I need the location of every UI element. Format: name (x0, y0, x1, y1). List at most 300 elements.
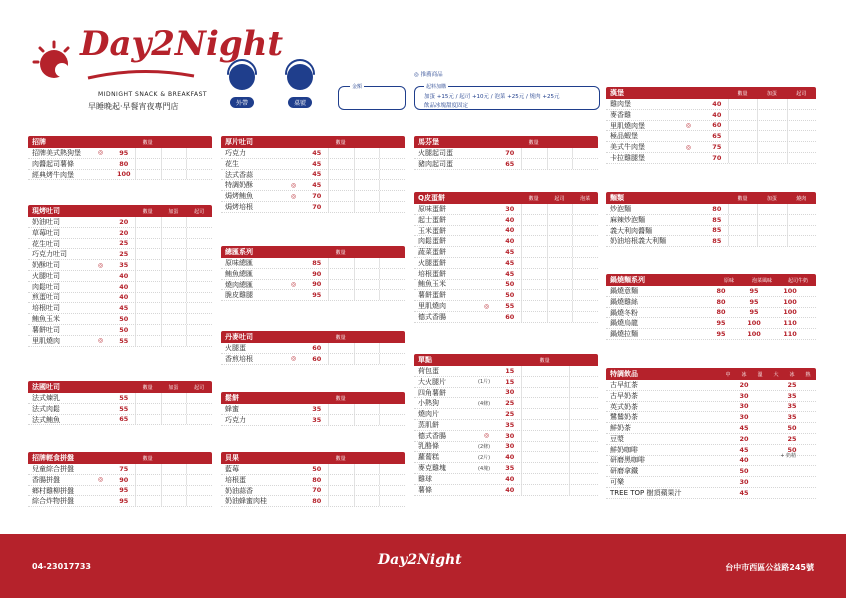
menu-item-row[interactable] (606, 412, 816, 423)
order-cell-cheese[interactable] (787, 142, 816, 152)
order-cell-qty[interactable] (521, 474, 569, 484)
order-cell-qty[interactable] (728, 142, 757, 152)
order-cell-blank[interactable] (354, 280, 380, 290)
order-cell-egg[interactable] (161, 293, 187, 303)
order-cell-qty[interactable] (135, 415, 161, 425)
menu-item-row[interactable] (28, 228, 212, 239)
order-cell-cheese[interactable] (547, 312, 573, 322)
menu-item-row[interactable] (221, 202, 405, 213)
order-cell-blank[interactable] (186, 170, 212, 180)
order-cell-qty[interactable] (521, 388, 569, 398)
order-cell-cheese[interactable] (547, 215, 573, 225)
order-cell-cheese[interactable] (787, 153, 816, 163)
menu-item-row[interactable] (414, 215, 598, 226)
menu-item-row[interactable] (414, 366, 598, 377)
order-cell-egg[interactable] (757, 131, 786, 141)
menu-item-row[interactable] (606, 121, 816, 132)
order-cell-blank[interactable] (161, 475, 187, 485)
menu-item-row[interactable] (28, 170, 212, 181)
order-cell-blank[interactable] (354, 354, 380, 364)
order-cell-blank[interactable] (354, 180, 380, 190)
order-cell-kimchi[interactable] (572, 312, 598, 322)
order-cell-qty[interactable] (521, 452, 569, 462)
order-cell-egg[interactable] (757, 153, 786, 163)
order-cell-cheese[interactable] (186, 336, 212, 346)
order-cell-qty[interactable] (135, 249, 161, 259)
order-cell-qty[interactable] (328, 290, 354, 300)
menu-item-row[interactable] (28, 217, 212, 228)
menu-item-row[interactable] (606, 329, 816, 340)
order-cell-blank[interactable] (379, 180, 405, 190)
order-cell-qty[interactable] (521, 398, 569, 408)
order-cell-qty[interactable] (135, 475, 161, 485)
menu-item-row[interactable] (28, 325, 212, 336)
order-cell-qty[interactable] (521, 442, 569, 452)
order-cell-cheese[interactable] (186, 239, 212, 249)
order-cell-egg[interactable] (161, 393, 187, 403)
order-cell-qty[interactable] (135, 486, 161, 496)
order-cell-egg[interactable] (161, 217, 187, 227)
order-cell-cheese[interactable] (186, 249, 212, 259)
menu-item-row[interactable] (606, 434, 816, 445)
order-cell-qty[interactable] (728, 215, 757, 225)
order-cell-qty[interactable] (728, 121, 757, 131)
order-cell-cheese[interactable] (186, 260, 212, 270)
order-cell-blank[interactable] (379, 343, 405, 353)
menu-item-row[interactable] (606, 466, 816, 477)
order-cell-blank[interactable] (354, 191, 380, 201)
menu-item-row[interactable] (606, 142, 816, 153)
menu-item-row[interactable] (606, 402, 816, 413)
order-cell-blank[interactable] (379, 464, 405, 474)
order-cell-blank[interactable] (354, 475, 380, 485)
order-cell-blank[interactable] (379, 486, 405, 496)
menu-item-row[interactable] (414, 442, 598, 453)
menu-item-row[interactable] (606, 308, 816, 319)
menu-item-row[interactable] (414, 431, 598, 442)
order-cell-blank[interactable] (354, 290, 380, 300)
menu-item-row[interactable] (606, 110, 816, 121)
order-cell-blank[interactable] (379, 290, 405, 300)
order-cell-cheese[interactable] (547, 280, 573, 290)
order-cell-blank[interactable] (379, 280, 405, 290)
order-cell-qty[interactable] (521, 301, 547, 311)
order-cell-qty[interactable] (135, 217, 161, 227)
menu-item-row[interactable] (606, 99, 816, 110)
order-cell-blank[interactable] (379, 202, 405, 212)
order-cell-cheese[interactable] (186, 404, 212, 414)
order-cell-cheese[interactable] (787, 121, 816, 131)
order-cell-kimchi[interactable] (572, 290, 598, 300)
order-cell-qty[interactable] (328, 496, 354, 506)
order-cell-kimchi[interactable] (572, 236, 598, 246)
order-cell-cheese[interactable] (547, 258, 573, 268)
order-cell-blank[interactable] (379, 170, 405, 180)
order-cell-kimchi[interactable] (572, 301, 598, 311)
order-cell-qty[interactable] (521, 377, 569, 387)
order-cell-qty[interactable] (728, 131, 757, 141)
menu-item-row[interactable] (414, 247, 598, 258)
menu-item-row[interactable] (414, 236, 598, 247)
order-cell-blank[interactable] (354, 202, 380, 212)
order-cell-kimchi[interactable] (572, 269, 598, 279)
order-cell-qty[interactable] (728, 153, 757, 163)
menu-item-row[interactable] (414, 388, 598, 399)
order-cell-blank[interactable] (354, 343, 380, 353)
menu-item-row[interactable] (414, 463, 598, 474)
order-cell-kimchi[interactable] (572, 280, 598, 290)
order-cell-cheese[interactable] (186, 228, 212, 238)
order-cell-blank[interactable] (569, 452, 598, 462)
order-cell-blank[interactable] (569, 463, 598, 473)
menu-item-row[interactable] (221, 290, 405, 301)
order-cell-egg[interactable] (757, 215, 786, 225)
menu-item-row[interactable] (414, 269, 598, 280)
order-cell-cheese[interactable] (547, 247, 573, 257)
order-cell-blank[interactable] (161, 486, 187, 496)
menu-item-row[interactable] (28, 415, 212, 426)
menu-item-row[interactable] (28, 475, 212, 486)
order-cell-blank[interactable] (354, 496, 380, 506)
menu-item-row[interactable] (606, 286, 816, 297)
menu-item-row[interactable] (221, 148, 405, 159)
order-cell-cheese[interactable] (186, 282, 212, 292)
order-cell-cheese[interactable] (186, 293, 212, 303)
order-cell-blank[interactable] (569, 366, 598, 376)
menu-item-row[interactable] (414, 485, 598, 496)
order-cell-qty[interactable] (135, 293, 161, 303)
menu-item-row[interactable] (28, 404, 212, 415)
order-cell-qty[interactable] (135, 271, 161, 281)
menu-item-row[interactable] (28, 293, 212, 304)
order-cell-blank[interactable] (379, 404, 405, 414)
order-cell-blank[interactable] (186, 148, 212, 158)
menu-item-row[interactable] (606, 488, 816, 499)
order-cell-qty[interactable] (135, 393, 161, 403)
order-cell-qty[interactable] (135, 239, 161, 249)
order-cell-blank[interactable] (186, 475, 212, 485)
order-cell-blank[interactable] (161, 170, 187, 180)
menu-item-row[interactable] (28, 148, 212, 159)
order-cell-qty[interactable] (328, 475, 354, 485)
menu-item-row[interactable] (221, 258, 405, 269)
order-cell-blank[interactable] (379, 159, 405, 169)
order-cell-qty[interactable] (135, 325, 161, 335)
order-cell-qty[interactable] (328, 280, 354, 290)
order-cell-egg[interactable] (161, 303, 187, 313)
order-cell-qty[interactable] (728, 204, 757, 214)
order-cell-blank[interactable] (354, 486, 380, 496)
order-cell-qty[interactable] (521, 290, 547, 300)
order-cell-egg[interactable] (757, 204, 786, 214)
order-cell-qty[interactable] (135, 260, 161, 270)
menu-item-row[interactable] (28, 393, 212, 404)
order-cell-egg[interactable] (161, 325, 187, 335)
menu-item-row[interactable] (414, 159, 598, 170)
order-cell-qty[interactable] (135, 496, 161, 506)
order-cell-qty[interactable] (328, 354, 354, 364)
order-cell-bbq[interactable] (787, 226, 816, 236)
order-cell-qty[interactable] (135, 159, 161, 169)
order-cell-blank[interactable] (379, 475, 405, 485)
order-cell-kimchi[interactable] (572, 258, 598, 268)
order-cell-blank[interactable] (161, 496, 187, 506)
menu-item-row[interactable] (221, 180, 405, 191)
order-cell-egg[interactable] (161, 314, 187, 324)
order-cell-blank[interactable] (569, 442, 598, 452)
order-cell-qty[interactable] (521, 258, 547, 268)
order-cell-blank[interactable] (569, 485, 598, 495)
order-cell-blank[interactable] (354, 464, 380, 474)
menu-item-row[interactable] (606, 297, 816, 308)
order-cell-qty[interactable] (521, 420, 569, 430)
order-cell-blank[interactable] (354, 258, 380, 268)
menu-item-row[interactable] (414, 312, 598, 323)
order-cell-blank[interactable] (379, 148, 405, 158)
menu-item-row[interactable] (606, 318, 816, 329)
menu-item-row[interactable] (606, 131, 816, 142)
order-cell-cheese[interactable] (547, 204, 573, 214)
menu-item-row[interactable] (414, 301, 598, 312)
order-cell-blank[interactable] (569, 409, 598, 419)
order-cell-blank[interactable] (379, 496, 405, 506)
order-cell-qty[interactable] (521, 366, 569, 376)
order-cell-blank[interactable] (186, 159, 212, 169)
menu-item-row[interactable] (28, 249, 212, 260)
order-cell-qty[interactable] (521, 269, 547, 279)
order-cell-egg[interactable] (161, 282, 187, 292)
order-cell-blank[interactable] (569, 431, 598, 441)
order-cell-egg[interactable] (757, 110, 786, 120)
order-cell-kimchi[interactable] (572, 204, 598, 214)
menu-item-row[interactable] (221, 269, 405, 280)
order-cell-blank[interactable] (379, 191, 405, 201)
order-cell-qty[interactable] (521, 226, 547, 236)
order-cell-qty[interactable] (521, 247, 547, 257)
menu-item-row[interactable] (28, 336, 212, 347)
order-cell-egg[interactable] (161, 228, 187, 238)
order-cell-blank[interactable] (354, 148, 380, 158)
order-cell-qty[interactable] (728, 99, 757, 109)
order-cell-cheese[interactable] (186, 271, 212, 281)
order-cell-bbq[interactable] (787, 204, 816, 214)
order-cell-blank[interactable] (547, 159, 573, 169)
order-cell-qty[interactable] (328, 269, 354, 279)
order-cell-egg[interactable] (757, 236, 786, 246)
order-cell-qty[interactable] (521, 485, 569, 495)
order-cell-qty[interactable] (328, 159, 354, 169)
order-cell-egg[interactable] (757, 226, 786, 236)
order-cell-qty[interactable] (521, 312, 547, 322)
order-cell-cheese[interactable] (547, 301, 573, 311)
menu-item-row[interactable] (606, 236, 816, 247)
order-cell-qty[interactable] (328, 404, 354, 414)
order-cell-qty[interactable] (521, 236, 547, 246)
menu-item-row[interactable] (414, 226, 598, 237)
order-cell-qty[interactable] (521, 280, 547, 290)
order-cell-qty[interactable] (328, 202, 354, 212)
order-cell-qty[interactable] (135, 170, 161, 180)
menu-item-row[interactable] (28, 159, 212, 170)
menu-item-row[interactable] (606, 477, 816, 488)
order-cell-cheese[interactable] (787, 110, 816, 120)
order-cell-cheese[interactable] (547, 236, 573, 246)
menu-item-row[interactable] (414, 420, 598, 431)
order-cell-blank[interactable] (572, 159, 598, 169)
order-cell-bbq[interactable] (787, 236, 816, 246)
menu-item-row[interactable] (221, 404, 405, 415)
menu-item-row[interactable] (606, 153, 816, 164)
menu-item-row[interactable] (221, 486, 405, 497)
menu-item-row[interactable] (414, 290, 598, 301)
order-cell-egg[interactable] (161, 415, 187, 425)
order-cell-qty[interactable] (135, 404, 161, 414)
order-cell-qty[interactable] (328, 258, 354, 268)
menu-item-row[interactable] (28, 271, 212, 282)
order-cell-qty[interactable] (328, 486, 354, 496)
menu-item-row[interactable] (414, 258, 598, 269)
order-cell-kimchi[interactable] (572, 247, 598, 257)
order-cell-egg[interactable] (757, 99, 786, 109)
menu-item-row[interactable] (606, 423, 816, 434)
order-cell-blank[interactable] (161, 464, 187, 474)
order-cell-blank[interactable] (186, 496, 212, 506)
order-cell-egg[interactable] (757, 121, 786, 131)
amount-box[interactable] (338, 86, 406, 110)
order-cell-blank[interactable] (354, 159, 380, 169)
menu-item-row[interactable] (221, 415, 405, 426)
order-cell-egg[interactable] (161, 260, 187, 270)
menu-item-row[interactable] (28, 260, 212, 271)
order-cell-blank[interactable] (161, 159, 187, 169)
menu-item-row[interactable] (28, 496, 212, 507)
order-cell-blank[interactable] (354, 269, 380, 279)
menu-item-row[interactable] (28, 486, 212, 497)
order-cell-blank[interactable] (354, 170, 380, 180)
order-cell-qty[interactable] (328, 191, 354, 201)
order-cell-cheese[interactable] (186, 393, 212, 403)
order-cell-blank[interactable] (572, 148, 598, 158)
menu-item-row[interactable] (28, 239, 212, 250)
menu-item-row[interactable] (221, 191, 405, 202)
order-cell-egg[interactable] (161, 239, 187, 249)
menu-item-row[interactable] (221, 475, 405, 486)
menu-item-row[interactable] (606, 204, 816, 215)
menu-item-row[interactable] (414, 204, 598, 215)
order-cell-cheese[interactable] (547, 290, 573, 300)
order-cell-qty[interactable] (521, 215, 547, 225)
order-cell-qty[interactable] (521, 204, 547, 214)
order-cell-cheese[interactable] (547, 269, 573, 279)
order-cell-blank[interactable] (186, 464, 212, 474)
menu-item-row[interactable] (28, 303, 212, 314)
order-cell-qty[interactable] (135, 303, 161, 313)
order-cell-egg[interactable] (161, 404, 187, 414)
menu-item-row[interactable] (414, 148, 598, 159)
order-cell-qty[interactable] (135, 282, 161, 292)
order-cell-kimchi[interactable] (572, 215, 598, 225)
order-cell-qty[interactable] (328, 170, 354, 180)
menu-item-row[interactable] (221, 354, 405, 365)
order-cell-blank[interactable] (569, 398, 598, 408)
order-cell-cheese[interactable] (787, 131, 816, 141)
order-cell-egg[interactable] (757, 142, 786, 152)
order-cell-blank[interactable] (379, 415, 405, 425)
order-cell-qty[interactable] (135, 228, 161, 238)
order-cell-blank[interactable] (354, 415, 380, 425)
order-cell-qty[interactable] (728, 226, 757, 236)
order-cell-egg[interactable] (161, 249, 187, 259)
menu-item-row[interactable] (28, 464, 212, 475)
menu-item-row[interactable] (221, 170, 405, 181)
order-cell-blank[interactable] (379, 269, 405, 279)
order-cell-qty[interactable] (135, 314, 161, 324)
order-cell-bbq[interactable] (787, 215, 816, 225)
menu-item-row[interactable] (606, 391, 816, 402)
order-cell-qty[interactable] (728, 110, 757, 120)
menu-item-row[interactable] (28, 282, 212, 293)
menu-item-row[interactable] (606, 452, 816, 467)
menu-item-row[interactable] (414, 474, 598, 485)
order-cell-qty[interactable] (521, 463, 569, 473)
order-cell-cheese[interactable] (186, 314, 212, 324)
menu-item-row[interactable] (221, 159, 405, 170)
menu-item-row[interactable] (221, 464, 405, 475)
order-cell-blank[interactable] (569, 474, 598, 484)
order-cell-qty[interactable] (521, 409, 569, 419)
menu-item-row[interactable] (28, 314, 212, 325)
order-cell-qty[interactable] (328, 343, 354, 353)
order-cell-cheese[interactable] (547, 226, 573, 236)
order-cell-cheese[interactable] (787, 99, 816, 109)
order-cell-qty[interactable] (521, 148, 547, 158)
menu-item-row[interactable] (221, 496, 405, 507)
order-cell-blank[interactable] (569, 388, 598, 398)
menu-item-row[interactable] (414, 409, 598, 420)
order-cell-qty[interactable] (328, 415, 354, 425)
order-cell-qty[interactable] (328, 464, 354, 474)
order-cell-qty[interactable] (728, 236, 757, 246)
order-cell-blank[interactable] (186, 486, 212, 496)
menu-item-row[interactable] (414, 280, 598, 291)
order-cell-qty[interactable] (135, 336, 161, 346)
order-cell-qty[interactable] (328, 180, 354, 190)
order-cell-blank[interactable] (354, 404, 380, 414)
order-cell-kimchi[interactable] (572, 226, 598, 236)
order-cell-blank[interactable] (379, 258, 405, 268)
menu-item-row[interactable] (221, 280, 405, 291)
menu-item-row[interactable] (221, 343, 405, 354)
order-cell-qty[interactable] (521, 431, 569, 441)
order-cell-qty[interactable] (135, 464, 161, 474)
order-cell-blank[interactable] (569, 377, 598, 387)
menu-item-row[interactable] (414, 377, 598, 388)
menu-item-row[interactable] (414, 398, 598, 409)
order-cell-egg[interactable] (161, 336, 187, 346)
menu-item-row[interactable] (606, 226, 816, 237)
order-cell-qty[interactable] (521, 159, 547, 169)
order-cell-blank[interactable] (547, 148, 573, 158)
menu-item-row[interactable] (606, 215, 816, 226)
order-cell-egg[interactable] (161, 271, 187, 281)
order-cell-blank[interactable] (569, 420, 598, 430)
menu-item-row[interactable] (606, 380, 816, 391)
order-cell-cheese[interactable] (186, 217, 212, 227)
order-cell-qty[interactable] (328, 148, 354, 158)
order-cell-cheese[interactable] (186, 415, 212, 425)
order-cell-blank[interactable] (161, 148, 187, 158)
order-cell-cheese[interactable] (186, 325, 212, 335)
